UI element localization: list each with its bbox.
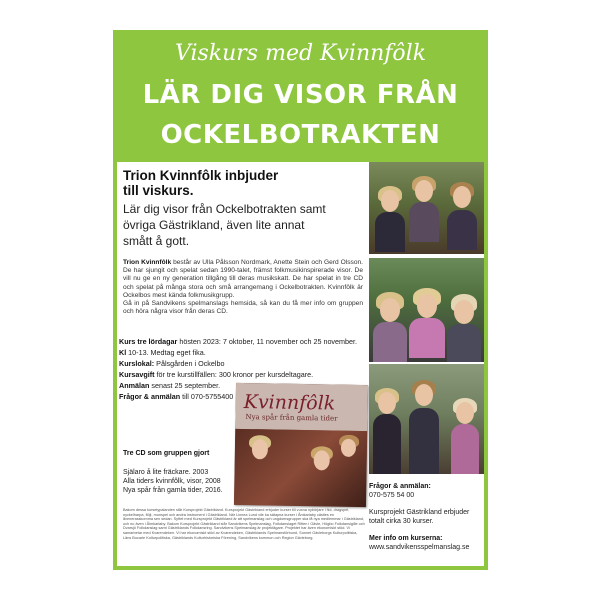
group-photo-3 (369, 364, 484, 474)
more-info-label: Mer info om kurserna: (369, 535, 443, 542)
info-text: hösten 2023: 7 oktober, 11 november och 25 november. (177, 337, 358, 346)
info-label: Kurs tre lördagar (119, 337, 178, 346)
intro-title (123, 168, 363, 198)
body-shape (447, 324, 481, 362)
group-name: Trion Kvinnfôlk (123, 259, 172, 266)
course-note-line1: Kursprojekt Gästrikland erbjuder (369, 509, 470, 516)
album-cover (234, 383, 368, 507)
album-photo (234, 429, 367, 507)
face-shape (341, 439, 356, 457)
intro-lead (123, 201, 363, 249)
headline-line1: LÄR DIG VISOR FRÅN (142, 80, 459, 110)
lead-line3: smått å gott. (123, 234, 190, 248)
face-shape (415, 384, 433, 406)
body-shape (373, 414, 401, 474)
cd-heading: Tre CD som gruppen gjort (123, 450, 210, 457)
script-title: Viskurs med Kvinnfôlk (174, 41, 427, 66)
group-description (123, 259, 363, 316)
body-shape (375, 212, 405, 252)
face-shape (415, 180, 433, 202)
sponsor-small-print: Bakom dessa kursetypalanden står Kursprojekt Gästrikland. Kursprojekt Gästrikland erbjuder kurser till vuxna nybörjare i fiol, dragspel, nyckelharpa, flöjt, munspel och andra instrument i Gästrikland. När Linnea Lund vile ka sätapna kurser i Åmkarlaby cästles en åvenerasskomma sen sedan. Syftet med Kursprojekt Gästrikland är att spelmanslag och ungdomsgrupper ska få nya medlemmar i Gästrikland, och nu även i Ålmkarlaby. Bakom Kursprojekt Gästrikland står Sandvikens Spelmanslag, Folkdanslaget Ritten i Gävle, Högbo Folkdanslgille och Dvarsjö Folkdanslag samt Gästriklands Folkdansring. Sandvikens Spelmanslag är projektägare. Projektet har även ekonomiskt stöd. Vi samarbetar med Kvarendeken. Vi har ekonomiskt stöd av Kvarendeken, Gästriklands Spelmansförbund, Sunnet Gävleborgs Kulturpolitiska, Läns Bucarle Kulturpolitiska, Gästriklands Kulturhistoriska Förening, Sandvikens kommun och Region Gävleborg. (123, 508, 365, 540)
face-shape (380, 298, 400, 322)
body-shape (451, 424, 479, 474)
cd-item: Nya spår från gamla tider, 2016. (123, 487, 223, 494)
face-shape (314, 450, 330, 470)
cd-item: Alla tiders kvinnfôlk, visor, 2008 (123, 478, 221, 485)
info-line (119, 358, 364, 369)
body-shape (409, 318, 445, 358)
info-label: Kurslokal: (119, 359, 155, 368)
info-text: senast 25 september. (149, 381, 221, 390)
course-note-line2: totalt cirka 30 kurser. (369, 518, 434, 525)
info-label: Frågor & anmälan (119, 392, 181, 401)
poster (113, 30, 488, 570)
contact-label: Frågor & anmälan: (369, 483, 431, 490)
lead-line2: övriga Gästrikland, även lite annat (123, 218, 305, 232)
group-description-text: består av Ulla Pålsson Nordmark, Anette Stein och Gerd Olsson. De har sjungit och spelat sedan 1990-talet, främst folkmusikinspirerade visor. De vill nu ge en ny generation tillgång till deras musikskatt. De har spelat in tre CD och spelat på många stora och små arrangemang i Ockelbotrakten. Kvinnfôlk är Ockelbos mest kända folkmusikgrupp. (123, 259, 363, 299)
intro-section (123, 168, 363, 316)
body-shape (373, 322, 407, 362)
info-text: för tre kurstillfällen: 300 kronor per kursdeltagare. (154, 370, 314, 379)
body-shape (447, 210, 477, 250)
info-label: Kursavgift (119, 370, 155, 379)
info-text: 10-13. Medtag eget fika. (126, 348, 206, 357)
intro-title-line1: Trion Kvinnfôlk inbjuder (123, 168, 279, 183)
face-shape (453, 186, 471, 208)
website-link[interactable]: www.sandvikensspelmanslag.se (369, 544, 470, 551)
info-line (119, 336, 364, 347)
header-banner (117, 34, 484, 162)
intro-title-line2: till viskurs. (123, 183, 194, 198)
face-shape (381, 190, 399, 212)
info-text: Pålsgården i Ockelbo (154, 359, 225, 368)
lead-line1: Lär dig visor från Ockelbotrakten samt (123, 202, 326, 216)
face-shape (456, 402, 474, 424)
info-line (119, 347, 364, 358)
info-label: Kl (119, 348, 127, 357)
info-text: till 070-5755400 (180, 392, 234, 401)
cd-item: Själaro å lite fräckare. 2003 (123, 469, 209, 476)
headline-line2: OCKELBOTRAKTEN (160, 120, 441, 150)
album-title: Kvinnfôlk (243, 390, 336, 415)
face-shape (417, 294, 437, 318)
group-photo-2 (369, 258, 484, 362)
contact-phone: 070-575 54 00 (369, 492, 415, 499)
face-shape (252, 439, 268, 459)
contact-box (369, 482, 484, 552)
group-photo-1 (369, 162, 484, 254)
group-website-hint: Gå in på Sandvikens spelmanslags hemsida, så kan du få mer info om gruppen och höra några visor från deras CD. (123, 300, 363, 316)
body-shape (409, 408, 439, 474)
face-shape (378, 392, 396, 414)
album-subtitle: Nya spår från gamla tider (245, 413, 338, 423)
info-line (119, 369, 364, 380)
face-shape (454, 300, 474, 324)
body-shape (409, 202, 439, 242)
info-label: Anmälan (119, 381, 150, 390)
album-title-band (235, 383, 368, 431)
